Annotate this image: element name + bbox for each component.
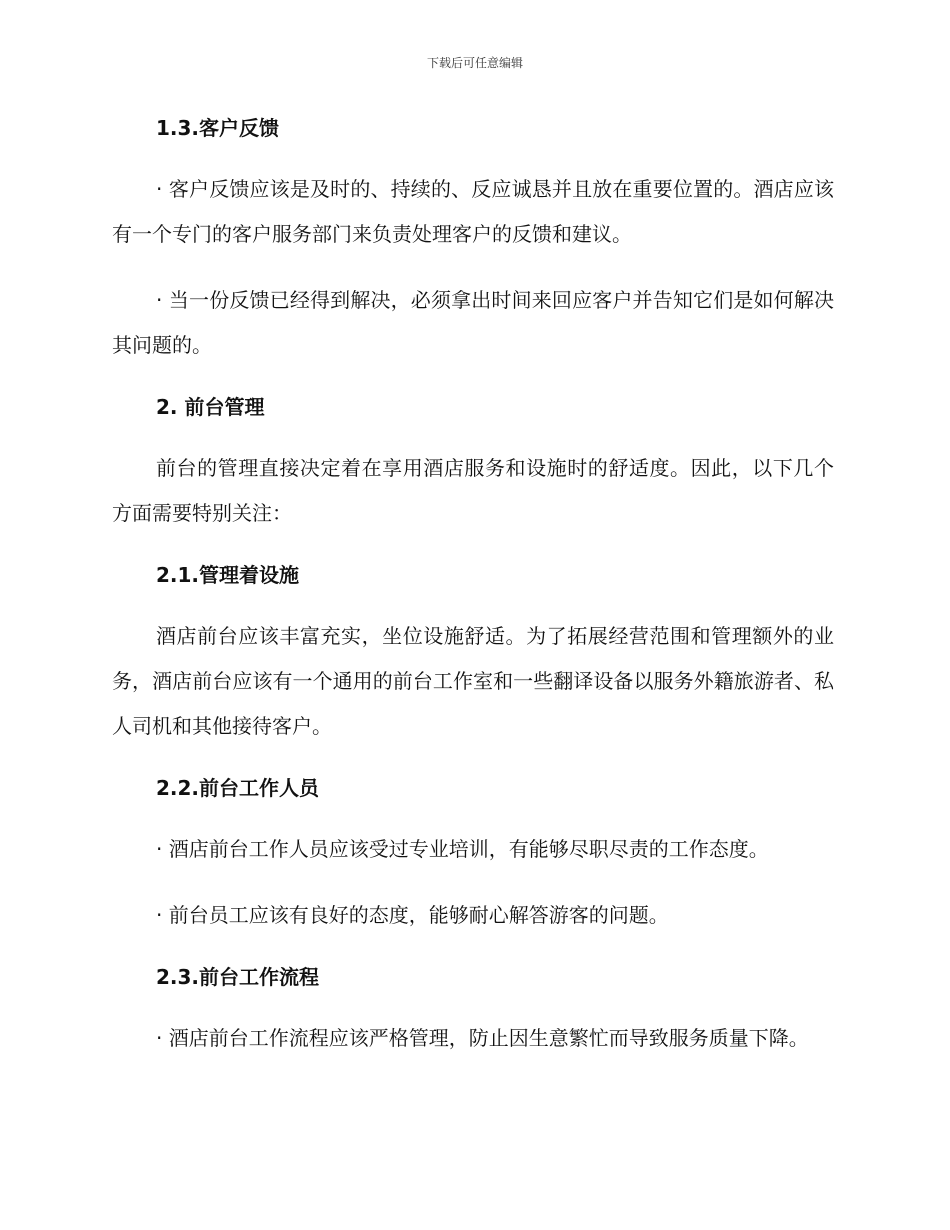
section-heading-2: 2. 前台管理	[156, 395, 265, 419]
page-header: 下载后可任意编辑	[426, 56, 523, 70]
section-heading-2-1: 2.1.管理着设施	[156, 563, 300, 587]
document-body	[112, 110, 834, 1061]
paragraph: 酒店前台应该丰富充实，坐位设施舒适。为了拓展经营范围和管理额外的业务，酒店前台应该有一个通用的前台工作室和一些翻译设备以服务外籍旅游者、私人司机和其他接待客户。	[112, 624, 834, 738]
paragraph: 前台的管理直接决定着在享用酒店服务和设施时的舒适度。因此，以下几个方面需要特别关注：	[112, 456, 834, 525]
section-heading-1-3: 1.3.客户反馈	[156, 116, 280, 140]
paragraph: · 当一份反馈已经得到解决，必须拿出时间来回应客户并告知它们是如何解决其问题的。	[112, 288, 834, 357]
section-heading-2-2: 2.2.前台工作人员	[156, 776, 320, 800]
paragraph: · 客户反馈应该是及时的、持续的、反应诚恳并且放在重要位置的。酒店应该有一个专门的客户服务部门来负责处理客户的反馈和建议。	[112, 177, 834, 246]
section-heading-2-3: 2.3.前台工作流程	[156, 965, 320, 989]
paragraph: · 前台员工应该有良好的态度，能够耐心解答游客的问题。	[156, 903, 669, 927]
paragraph: · 酒店前台工作人员应该受过专业培训，有能够尽职尽责的工作态度。	[156, 837, 769, 861]
paragraph: · 酒店前台工作流程应该严格管理，防止因生意繁忙而导致服务质量下降。	[156, 1026, 809, 1050]
